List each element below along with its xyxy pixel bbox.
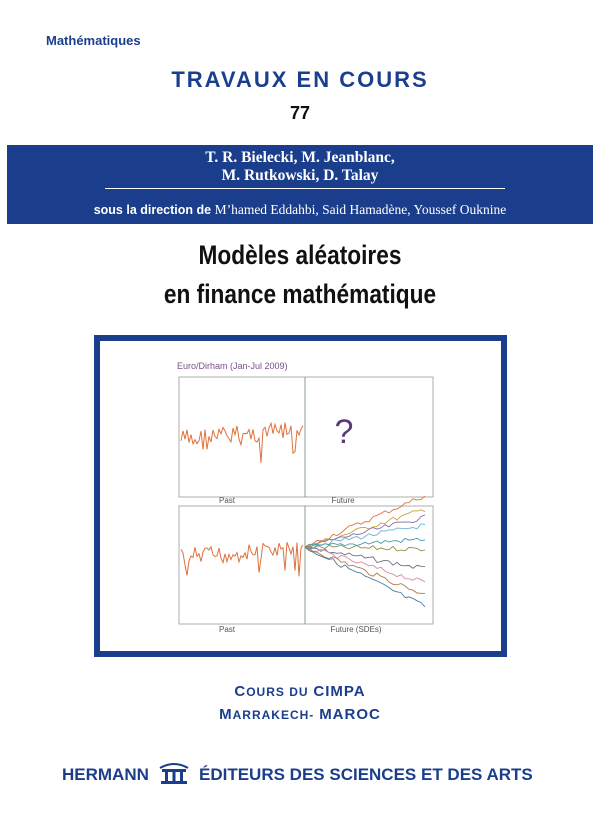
- collection-title: TRAVAUX EN COURS: [171, 67, 429, 92]
- past-series-top: [181, 423, 303, 463]
- publisher-imprint: ÉDITEURS DES SCIENCES ET DES ARTS: [199, 765, 533, 784]
- question-mark: ?: [334, 413, 354, 451]
- course-line-1-rest: OURS DU: [246, 685, 309, 699]
- past-series-bottom: [181, 542, 303, 576]
- editors-names: M’hamed Eddahbi, Said Hamadène, Youssef Ouknine: [214, 202, 507, 217]
- editors-line: [7, 202, 593, 218]
- series-label: Mathématiques: [46, 33, 141, 48]
- top-label-future: Future: [331, 496, 355, 505]
- course-line-2-rest: ARRAKECH-: [232, 708, 315, 722]
- bottom-label-past: Past: [218, 625, 236, 634]
- course-line-2-country: MAROC: [319, 706, 381, 723]
- course-line-1-cimpa: CIMPA: [313, 683, 366, 700]
- figure-graphic: [100, 341, 501, 651]
- bottom-label-future: Future (SDEs): [330, 625, 382, 634]
- course-line-1: [0, 683, 600, 700]
- author-band: [3, 141, 597, 228]
- authors-line-1: T. R. Bielecki, M. Jeanblanc,: [205, 149, 395, 166]
- authors-line-2: M. Rutkowski, D. Talay: [221, 167, 379, 184]
- figure-caption: Euro/Dirham (Jan-Jul 2009): [177, 361, 288, 371]
- book-title-line-2: en finance mathématique: [163, 279, 437, 309]
- bottom-panel: [179, 506, 433, 624]
- course-line-1-initial: C: [234, 683, 247, 700]
- course-line-2: [0, 706, 600, 723]
- hermann-logo-icon: [156, 762, 192, 786]
- volume-number: 77: [289, 103, 311, 123]
- course-line-2-initial: M: [219, 706, 233, 723]
- future-path: [305, 547, 425, 594]
- future-paths: [305, 496, 425, 607]
- cover-figure: [100, 341, 501, 651]
- book-title-line-1: Modèles aléatoires: [198, 240, 402, 270]
- future-path: [305, 547, 425, 582]
- future-path: [305, 538, 425, 547]
- editors-label: sous la direction de: [93, 203, 212, 217]
- publisher-name: HERMANN: [62, 765, 149, 784]
- top-label-past: Past: [218, 496, 236, 505]
- cover-figure-frame: [94, 335, 507, 657]
- author-divider: [105, 188, 505, 189]
